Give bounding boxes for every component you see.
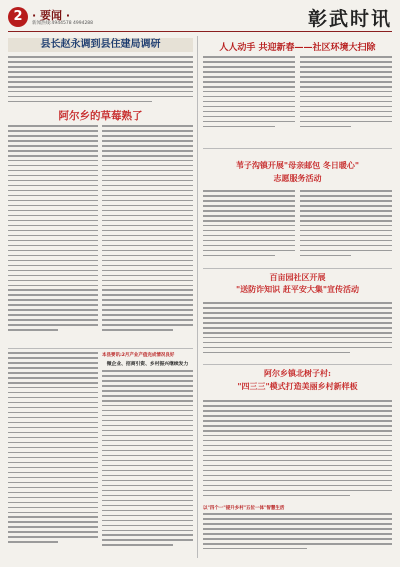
headline-bottom-right-line1: 阿尔乡镇北树子村: bbox=[264, 368, 331, 378]
section-label-chengxiang: 本县要讯:2月产业产值完成情况良好 bbox=[102, 353, 175, 358]
article-baiyuan-body bbox=[203, 302, 392, 362]
article-bottom-right-body-2 bbox=[203, 513, 392, 558]
headline-xidui: 苇子沟镇开展"母亲邮包 冬日暖心" bbox=[235, 160, 360, 170]
article-xidui-body-left bbox=[203, 190, 295, 265]
headline-baiyuan-line1: 百亩园社区开展 bbox=[269, 272, 326, 282]
divider-right-3 bbox=[203, 364, 392, 365]
section-label-bottom-right: 以"四个一"提升乡村"五位一体"智慧生活 bbox=[203, 506, 285, 511]
subhead-xidui: 志愿服务活动 bbox=[273, 173, 322, 183]
headline-bottom-right-line2: "四三三"模式打造美丽乡村新样板 bbox=[237, 381, 358, 391]
article-erxiang-body-left bbox=[8, 125, 98, 345]
article-xidui-body-right bbox=[300, 190, 392, 265]
headline-county-meeting: 县长赵永调到县住建局调研 bbox=[8, 38, 193, 52]
headline-baiyuan-line2: "送防诈知识 赶平安大集"宣传活动 bbox=[235, 284, 360, 294]
hotline-text: 新闻热线:4944578 4994288 bbox=[32, 21, 94, 26]
headline-community: 人人动手 共迎新春——社区环境大扫除 bbox=[219, 43, 376, 53]
article-county-meeting-body bbox=[8, 56, 193, 106]
headline-chengxiang: 微企业、招商引资、乡村振兴继续发力 bbox=[106, 361, 189, 367]
divider-right-1 bbox=[203, 148, 392, 149]
masthead bbox=[8, 4, 392, 30]
section-name: · 要闻 · bbox=[32, 9, 71, 22]
article-bottom-right-body bbox=[203, 400, 392, 505]
article-lower-left-a bbox=[8, 352, 98, 552]
column-divider bbox=[197, 36, 198, 558]
page-number-badge: 2 bbox=[8, 7, 28, 27]
article-erxiang-body-right bbox=[102, 125, 193, 345]
paper-title: 彰武时讯 bbox=[307, 8, 392, 30]
article-community-body-left bbox=[203, 56, 295, 136]
article-lower-left-b bbox=[102, 370, 193, 555]
article-community-body-right bbox=[300, 56, 392, 136]
headline-erxiang-strawberry: 阿尔乡的草莓熟了 bbox=[58, 110, 143, 122]
divider-right-2 bbox=[203, 268, 392, 269]
masthead-rule bbox=[8, 31, 392, 32]
divider-left bbox=[8, 348, 193, 349]
